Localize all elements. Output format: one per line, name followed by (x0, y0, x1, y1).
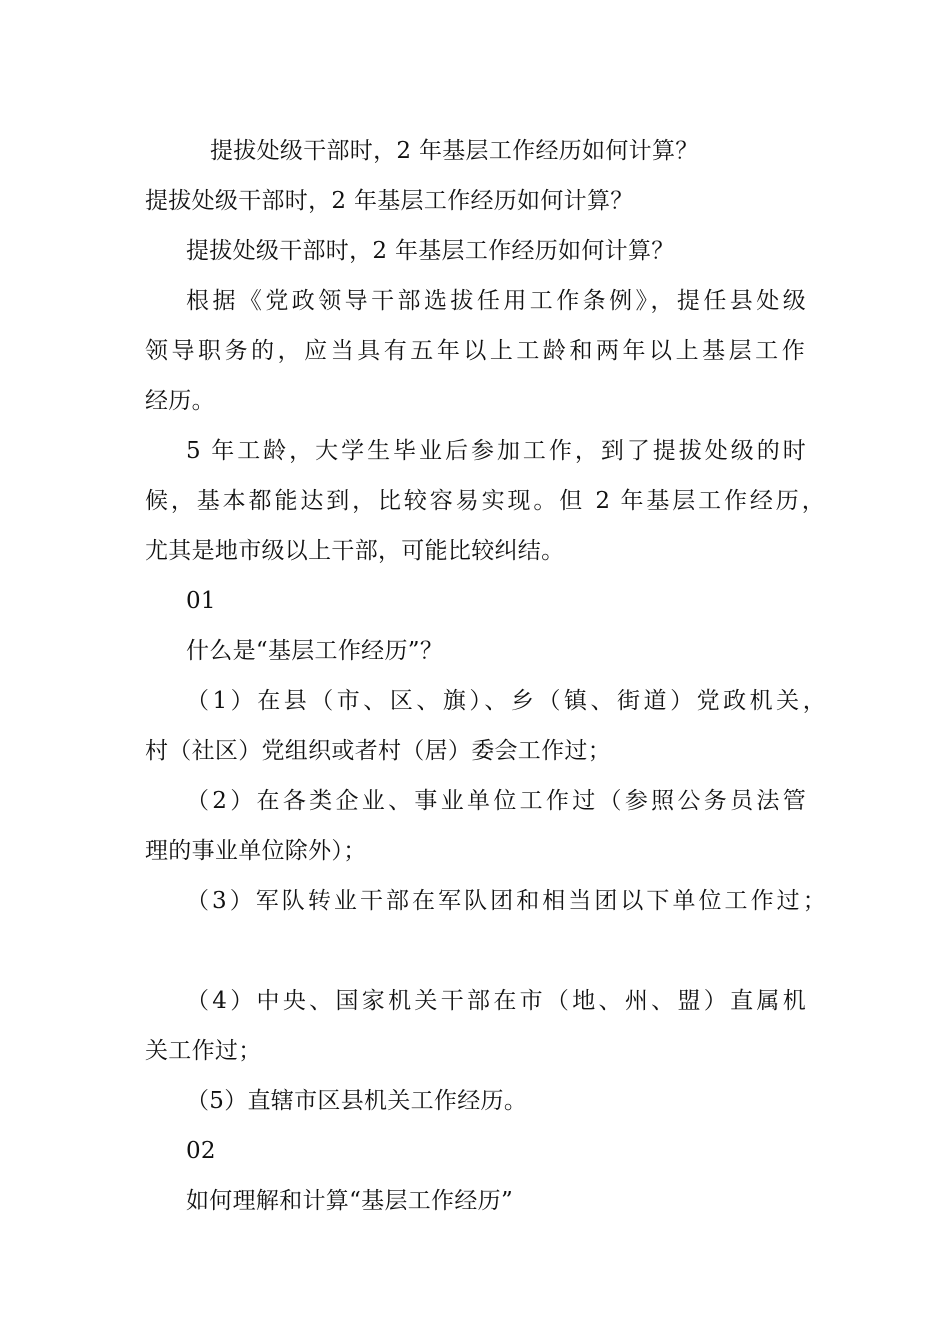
list-item-line: 关工作过； (145, 1038, 262, 1064)
list-item-line: （2）在各类企业、事业单位工作过（参照公务员法管 (186, 788, 806, 814)
section-number: 02 (186, 1138, 216, 1164)
heading-line: 提拔处级干部时，2 年基层工作经历如何计算？ (186, 238, 675, 264)
section-number: 01 (186, 588, 216, 614)
list-item-line: （4）中央、国家机关干部在市（地、州、盟）直属机 (186, 988, 806, 1014)
title-line: 提拔处级干部时，2 年基层工作经历如何计算？ (210, 138, 699, 164)
paragraph-line: 候，基本都能达到，比较容易实现。但 2 年基层工作经历， (145, 488, 825, 514)
paragraph-line: 根据《党政领导干部选拔任用工作条例》，提任县处级 (186, 288, 806, 314)
paragraph-line: 经历。 (145, 388, 215, 414)
paragraph-line: 领导职务的，应当具有五年以上工龄和两年以上基层工作 (145, 338, 805, 364)
section-heading: 如何理解和计算“基层工作经历” (186, 1188, 514, 1214)
list-item-line: （1）在县（市、区、旗）、乡（镇、街道）党政机关， (186, 688, 826, 714)
list-item-line: （5）直辖市区县机关工作经历。 (186, 1088, 528, 1114)
title-line-repeat: 提拔处级干部时，2 年基层工作经历如何计算？ (145, 188, 634, 214)
paragraph-line: 尤其是地市级以上干部，可能比较纠结。 (145, 538, 565, 564)
list-item-line: 村（社区）党组织或者村（居）委会工作过； (145, 738, 611, 764)
paragraph-line: 5 年工龄，大学生毕业后参加工作，到了提拔处级的时 (186, 438, 806, 464)
section-heading: 什么是“基层工作经历”？ (186, 638, 444, 664)
list-item-line: （3）军队转业干部在军队团和相当团以下单位工作过； (186, 888, 826, 914)
list-item-line: 理的事业单位除外）； (145, 838, 367, 864)
